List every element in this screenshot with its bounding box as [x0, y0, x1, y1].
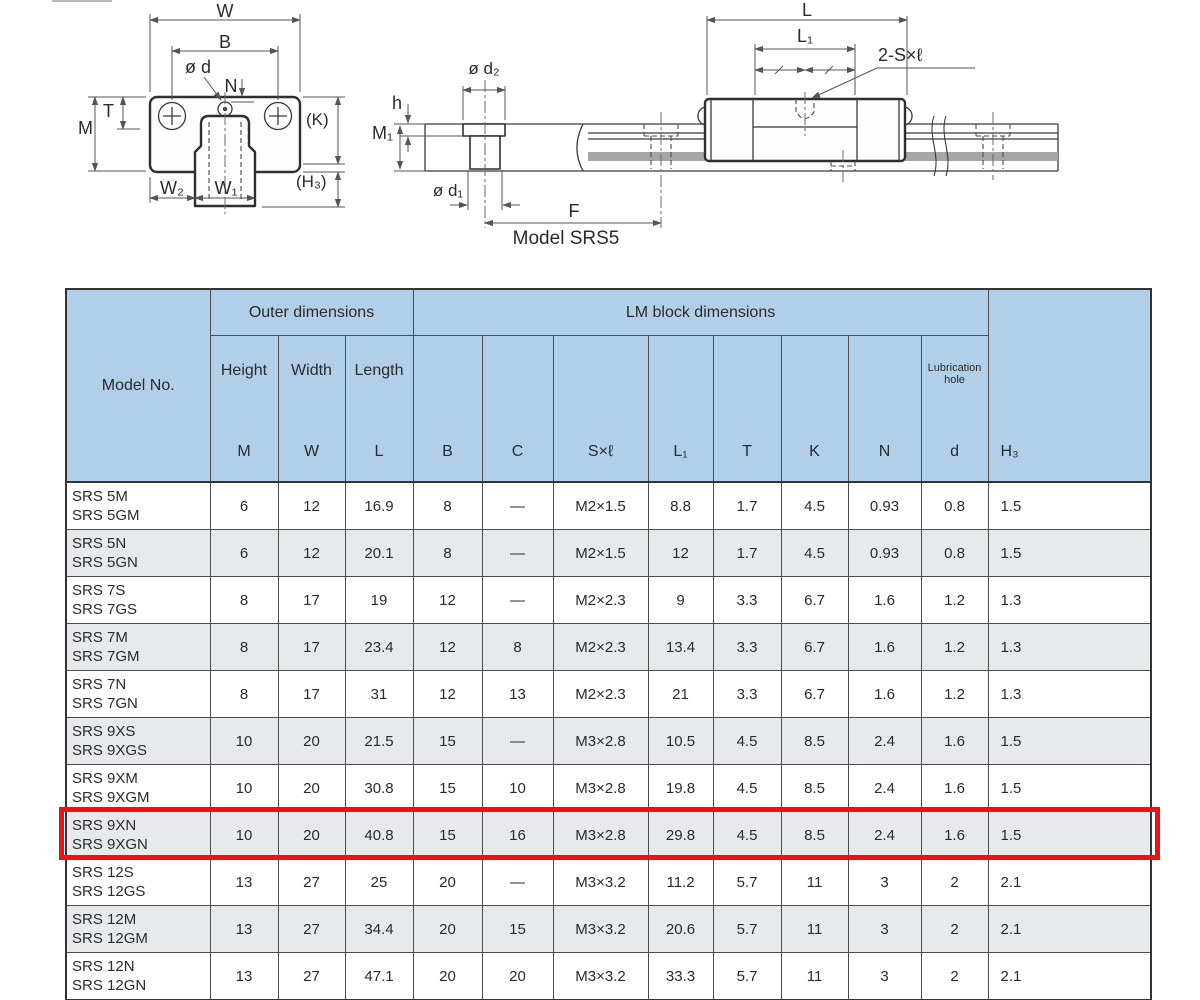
value-cell: 6 — [210, 530, 278, 577]
value-cell: 2.4 — [848, 765, 921, 812]
value-cell: 1.5 — [988, 718, 1151, 765]
value-cell: 2 — [921, 953, 988, 1000]
model-name: SRS 7S — [72, 582, 126, 599]
value-cell: 8.5 — [781, 718, 848, 765]
value-cell: M3×2.8 — [553, 765, 648, 812]
table-row — [66, 812, 1151, 859]
model-no-cell — [66, 671, 210, 718]
col-symbol: d — [950, 443, 959, 460]
value-cell: 12 — [278, 482, 345, 530]
table-row — [66, 718, 1151, 765]
value-cell: 20 — [413, 906, 482, 953]
value-cell: 16.9 — [345, 482, 413, 530]
value-cell: 3.3 — [713, 624, 781, 671]
table-row — [66, 906, 1151, 953]
value-cell: 11 — [781, 906, 848, 953]
value-cell: 25 — [345, 859, 413, 906]
value-cell: 2.4 — [848, 718, 921, 765]
dimension-table — [65, 288, 1152, 1000]
dim-label-od1: ø d₁ — [432, 181, 464, 200]
value-cell: 4.5 — [713, 812, 781, 859]
value-cell: 5.7 — [713, 906, 781, 953]
model-no-cell — [66, 718, 210, 765]
value-cell: 2.1 — [988, 859, 1151, 906]
table-row — [66, 953, 1151, 1000]
value-cell: 23.4 — [345, 624, 413, 671]
model-no-cell — [66, 953, 210, 1000]
dim-label-od: ø d — [184, 57, 212, 77]
value-cell: 8 — [482, 624, 553, 671]
value-cell: 8 — [210, 577, 278, 624]
value-cell: 21.5 — [345, 718, 413, 765]
model-name: SRS 5N — [72, 535, 127, 552]
value-cell: 8 — [210, 671, 278, 718]
value-cell: 20 — [278, 812, 345, 859]
value-cell: 8.5 — [781, 765, 848, 812]
value-cell: 1.2 — [921, 671, 988, 718]
value-cell: 16 — [482, 812, 553, 859]
value-cell: — — [482, 482, 553, 530]
value-cell: M2×1.5 — [553, 482, 648, 530]
col-symbol: W — [303, 443, 320, 460]
col-label: Length — [354, 362, 404, 379]
table-row — [66, 624, 1151, 671]
header-col-sxl — [553, 336, 648, 483]
model-name: SRS 12M — [72, 911, 137, 928]
value-cell: 1.6 — [848, 671, 921, 718]
dim-label-od2: ø d₂ — [468, 59, 500, 78]
value-cell: 12 — [413, 624, 482, 671]
model-no-cell — [66, 482, 210, 530]
value-cell: 19.8 — [648, 765, 713, 812]
value-cell: 6.7 — [781, 577, 848, 624]
value-cell: 1.6 — [921, 812, 988, 859]
value-cell: 5.7 — [713, 859, 781, 906]
header-col-l1 — [648, 336, 713, 483]
value-cell: — — [482, 718, 553, 765]
value-cell: 40.8 — [345, 812, 413, 859]
value-cell: 10 — [482, 765, 553, 812]
value-cell: M3×3.2 — [553, 859, 648, 906]
model-name: SRS 7M — [72, 629, 128, 646]
value-cell: 15 — [413, 718, 482, 765]
value-cell: 1.7 — [713, 530, 781, 577]
value-cell: 1.5 — [988, 482, 1151, 530]
value-cell: 4.5 — [713, 718, 781, 765]
value-cell: 33.3 — [648, 953, 713, 1000]
value-cell: 15 — [413, 765, 482, 812]
table-row — [66, 765, 1151, 812]
value-cell: 20.1 — [345, 530, 413, 577]
header-h3 — [988, 289, 1151, 482]
header-col-length — [345, 336, 413, 483]
value-cell: 11 — [781, 859, 848, 906]
value-cell: 31 — [345, 671, 413, 718]
model-name: SRS 5GN — [72, 554, 138, 571]
value-cell: M3×3.2 — [553, 906, 648, 953]
model-name: SRS 9XS — [72, 723, 136, 740]
table-body — [66, 482, 1151, 1000]
value-cell: 11.2 — [648, 859, 713, 906]
table-header — [66, 289, 1151, 482]
value-cell: 15 — [482, 906, 553, 953]
value-cell: 20 — [413, 953, 482, 1000]
value-cell: M3×2.8 — [553, 812, 648, 859]
model-no-cell — [66, 624, 210, 671]
model-no-cell — [66, 577, 210, 624]
value-cell: 15 — [413, 812, 482, 859]
value-cell: — — [482, 577, 553, 624]
value-cell: 4.5 — [781, 530, 848, 577]
value-cell: 6.7 — [781, 624, 848, 671]
dim-label-l: L — [801, 0, 813, 20]
value-cell: 0.8 — [921, 530, 988, 577]
col-label: Height — [220, 362, 268, 379]
dim-label-w1: W₁ — [214, 178, 238, 198]
dim-label-m: M — [78, 118, 93, 138]
header-col-height — [210, 336, 278, 483]
col-symbol: M — [237, 443, 251, 460]
value-cell: 20 — [413, 859, 482, 906]
value-cell: 8 — [413, 482, 482, 530]
dim-label-l1: L₁ — [796, 26, 814, 46]
table-row — [66, 577, 1151, 624]
value-cell: 27 — [278, 906, 345, 953]
value-cell: 12 — [413, 577, 482, 624]
model-name: SRS 7N — [72, 676, 127, 693]
header-col-width — [278, 336, 345, 483]
value-cell: 20 — [278, 718, 345, 765]
model-no-cell — [66, 906, 210, 953]
dim-label-n: N — [224, 76, 238, 96]
value-cell: 34.4 — [345, 906, 413, 953]
dim-label-m1: M₁ — [372, 123, 394, 143]
value-cell: 8.8 — [648, 482, 713, 530]
table-row — [66, 859, 1151, 906]
model-name: SRS 9XN — [72, 817, 137, 834]
value-cell: 1.3 — [988, 671, 1151, 718]
header-col-c — [482, 336, 553, 483]
header-col-b — [413, 336, 482, 483]
value-cell: 2 — [921, 906, 988, 953]
value-cell: 13.4 — [648, 624, 713, 671]
value-cell: 13 — [210, 906, 278, 953]
col-label: Width — [291, 362, 332, 379]
model-no-cell — [66, 812, 210, 859]
header-col-d — [921, 336, 988, 483]
value-cell: 3 — [848, 953, 921, 1000]
header-col-k — [781, 336, 848, 483]
value-cell: 30.8 — [345, 765, 413, 812]
value-cell: 9 — [648, 577, 713, 624]
value-cell: 2 — [921, 859, 988, 906]
value-cell: M3×3.2 — [553, 953, 648, 1000]
value-cell: M2×1.5 — [553, 530, 648, 577]
value-cell: 17 — [278, 577, 345, 624]
model-name: SRS 7GS — [72, 601, 138, 618]
col-symbol: K — [809, 443, 820, 460]
value-cell: 20.6 — [648, 906, 713, 953]
value-cell: 3.3 — [713, 671, 781, 718]
model-name: SRS 5M — [72, 488, 128, 505]
value-cell: 1.6 — [921, 718, 988, 765]
header-col-t — [713, 336, 781, 483]
model-no-cell — [66, 530, 210, 577]
value-cell: 12 — [278, 530, 345, 577]
value-cell: 12 — [648, 530, 713, 577]
value-cell: 47.1 — [345, 953, 413, 1000]
value-cell: 13 — [210, 859, 278, 906]
dim-label-f: F — [568, 201, 580, 221]
value-cell: 10.5 — [648, 718, 713, 765]
value-cell: 3.3 — [713, 577, 781, 624]
model-name: SRS 9XGS — [72, 742, 148, 759]
model-name: SRS 12GS — [72, 883, 146, 900]
value-cell: 0.93 — [848, 530, 921, 577]
value-cell: 6.7 — [781, 671, 848, 718]
value-cell: 13 — [210, 953, 278, 1000]
model-name: SRS 12S — [72, 864, 134, 881]
value-cell: 17 — [278, 624, 345, 671]
value-cell: 12 — [413, 671, 482, 718]
value-cell: 29.8 — [648, 812, 713, 859]
value-cell: 1.5 — [988, 765, 1151, 812]
value-cell: 21 — [648, 671, 713, 718]
col-symbol: B — [442, 443, 453, 460]
h3-symbol: H₃ — [1000, 443, 1019, 460]
value-cell: 1.2 — [921, 577, 988, 624]
value-cell: 0.93 — [848, 482, 921, 530]
dim-label-w: W — [216, 1, 234, 21]
value-cell: M2×2.3 — [553, 624, 648, 671]
dim-label-s: 2-S×ℓ — [878, 45, 923, 65]
value-cell: 1.5 — [988, 812, 1151, 859]
dim-label-t: T — [103, 101, 114, 121]
value-cell: 4.5 — [713, 765, 781, 812]
value-cell: M2×2.3 — [553, 577, 648, 624]
value-cell: 3 — [848, 906, 921, 953]
value-cell: 1.5 — [988, 530, 1151, 577]
col-symbol: T — [742, 443, 752, 460]
value-cell: 2.1 — [988, 953, 1151, 1000]
value-cell: 2.4 — [848, 812, 921, 859]
value-cell: 1.6 — [848, 577, 921, 624]
value-cell: 3 — [848, 859, 921, 906]
value-cell: 1.6 — [848, 624, 921, 671]
model-name: SRS 5GM — [72, 507, 140, 524]
model-name: SRS 7GM — [72, 648, 140, 665]
header-group-outer: Outer dimensions — [210, 289, 413, 336]
figure-caption: Model SRS5 — [512, 228, 620, 249]
value-cell: 1.6 — [921, 765, 988, 812]
model-name: SRS 9XGM — [72, 789, 150, 806]
value-cell: 11 — [781, 953, 848, 1000]
dim-label-h: h — [392, 93, 403, 113]
value-cell: 1.2 — [921, 624, 988, 671]
col-symbol: L — [374, 443, 384, 460]
model-name: SRS 9XM — [72, 770, 138, 787]
model-name: SRS 12GN — [72, 977, 147, 994]
value-cell: 10 — [210, 812, 278, 859]
value-cell: — — [482, 530, 553, 577]
table-row — [66, 530, 1151, 577]
table-row — [66, 482, 1151, 530]
value-cell: 10 — [210, 718, 278, 765]
header-group-block: LM block dimensions — [413, 289, 988, 336]
dim-label-h3: (H₃) — [296, 172, 327, 191]
col-label: Lubrication hole — [927, 362, 982, 386]
value-cell: 6 — [210, 482, 278, 530]
model-name: SRS 9XGN — [72, 836, 148, 853]
value-cell: 4.5 — [781, 482, 848, 530]
value-cell: 27 — [278, 953, 345, 1000]
value-cell: 19 — [345, 577, 413, 624]
table-row — [66, 671, 1151, 718]
value-cell: — — [482, 859, 553, 906]
model-no-cell — [66, 859, 210, 906]
value-cell: M2×2.3 — [553, 671, 648, 718]
dim-label-w2: W₂ — [160, 178, 184, 198]
model-name: SRS 12N — [72, 958, 135, 975]
header-col-n — [848, 336, 921, 483]
value-cell: 2.1 — [988, 906, 1151, 953]
model-name: SRS 7GN — [72, 695, 138, 712]
col-symbol: L₁ — [673, 443, 688, 460]
model-no-cell — [66, 765, 210, 812]
dim-label-b: B — [218, 32, 232, 52]
value-cell: 1.3 — [988, 624, 1151, 671]
value-cell: 1.3 — [988, 577, 1151, 624]
value-cell: 8 — [413, 530, 482, 577]
value-cell: 20 — [278, 765, 345, 812]
value-cell: 27 — [278, 859, 345, 906]
value-cell: 1.7 — [713, 482, 781, 530]
header-model-no: Model No. — [66, 289, 210, 482]
col-symbol: S×ℓ — [587, 443, 614, 460]
col-symbol: C — [511, 443, 524, 460]
value-cell: 8 — [210, 624, 278, 671]
value-cell: 8.5 — [781, 812, 848, 859]
value-cell: 5.7 — [713, 953, 781, 1000]
value-cell: 0.8 — [921, 482, 988, 530]
value-cell: 17 — [278, 671, 345, 718]
value-cell: M3×2.8 — [553, 718, 648, 765]
value-cell: 10 — [210, 765, 278, 812]
model-name: SRS 12GM — [72, 930, 148, 947]
value-cell: 13 — [482, 671, 553, 718]
dim-label-k: (K) — [306, 110, 329, 129]
value-cell: 20 — [482, 953, 553, 1000]
col-symbol: N — [878, 443, 891, 460]
